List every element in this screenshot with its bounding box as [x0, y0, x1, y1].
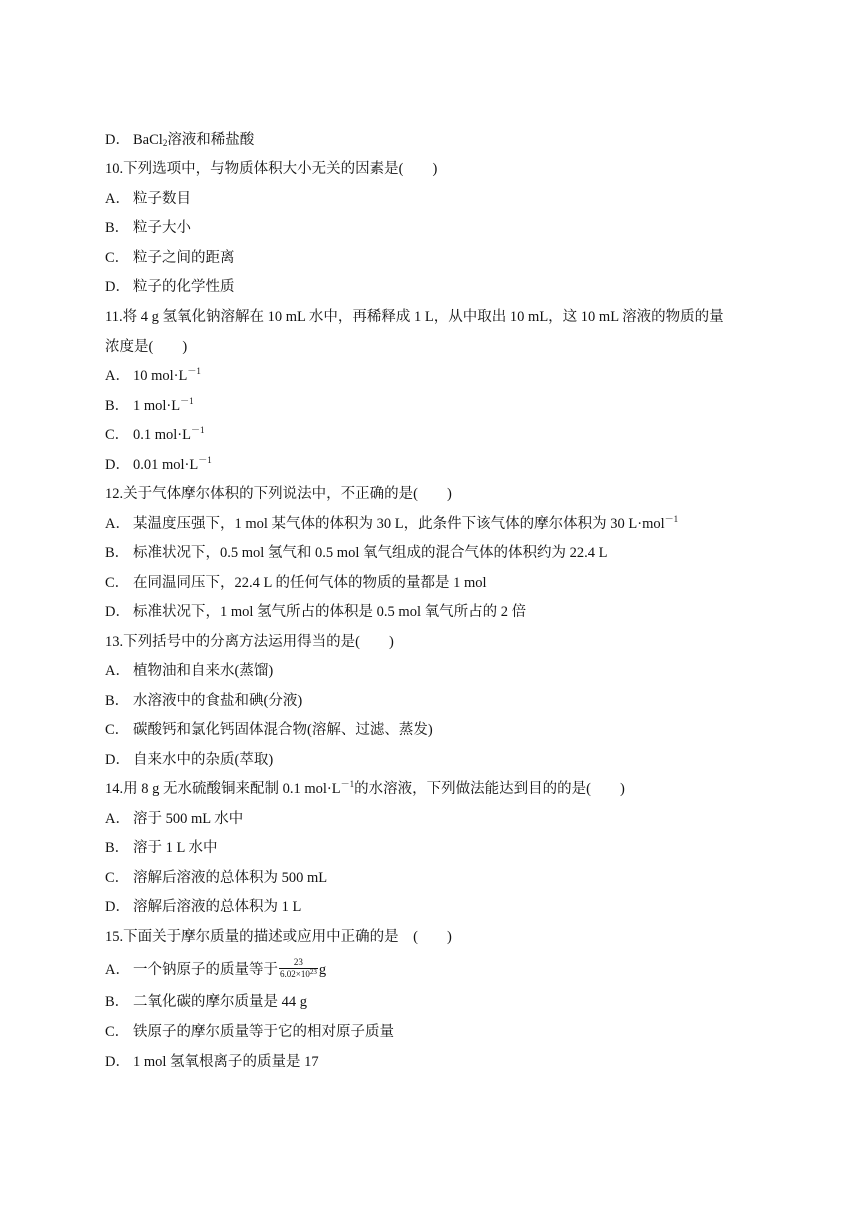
option-letter: B．	[105, 220, 130, 236]
option-letter: A．	[105, 191, 130, 207]
q10-option-a	[105, 189, 191, 209]
q11-option-c	[105, 425, 205, 445]
option-letter: C．	[105, 427, 130, 443]
option-letter: A．	[105, 961, 130, 978]
superscript: －1	[191, 425, 205, 435]
superscript: －1	[187, 366, 201, 376]
option-text-tail: 溶液和稀盐酸	[167, 132, 255, 148]
option-letter: C．	[105, 1024, 130, 1040]
q10-option-c	[105, 248, 235, 268]
option-text: 溶解后溶液的总体积为 500 mL	[133, 870, 328, 886]
q14-option-b	[105, 838, 217, 858]
option-letter: A．	[105, 811, 130, 827]
option-letter: B．	[105, 398, 130, 414]
q11-stem-line2: 浓度是( )	[105, 339, 188, 355]
q14-option-d	[105, 897, 301, 917]
q12-option-b	[105, 543, 607, 563]
option-letter: B．	[105, 840, 130, 856]
q11-option-b	[105, 396, 194, 416]
option-text: 铁原子的摩尔质量等于它的相对原子质量	[133, 1024, 394, 1040]
option-text: 0.1 mol·L	[133, 427, 191, 443]
q14-option-a	[105, 809, 243, 829]
denominator-exponent: 23	[309, 968, 317, 976]
q11-stem-line1: 11.将 4 g 氢氧化钠溶解在 10 mL 水中，再稀释成 1 L，从中取出 10 mL，这 10 mL 溶液的物质的量	[105, 309, 724, 325]
q11-option-a	[105, 366, 201, 386]
option-letter: C．	[105, 250, 130, 266]
superscript: －1	[664, 514, 679, 524]
q10-option-d	[105, 277, 235, 297]
fraction-denominator	[279, 969, 318, 980]
superscript: －1	[198, 455, 212, 465]
option-text: 水溶液中的食盐和碘(分液)	[133, 693, 303, 709]
option-letter: B．	[105, 693, 130, 709]
q14-option-c	[105, 868, 327, 888]
stem-text-tail: 的水溶液，下列做法能达到目的的是( )	[354, 781, 625, 797]
option-text: 0.01 mol·L	[133, 457, 199, 473]
q15-option-b	[105, 992, 307, 1012]
option-text: 溶于 1 L 水中	[133, 840, 218, 856]
fraction-numerator: 23	[279, 957, 318, 969]
q9-option-d	[105, 130, 254, 150]
option-text: 粒子大小	[133, 220, 191, 236]
superscript: －1	[180, 396, 194, 406]
option-text: 在同温同压下，22.4 L 的任何气体的物质的量都是 1 mol	[133, 575, 487, 591]
q15-option-d	[105, 1052, 319, 1072]
option-letter: A．	[105, 663, 130, 679]
q10-stem: 10.下列选项中，与物质体积大小无关的因素是( )	[105, 161, 438, 177]
option-letter: D．	[105, 457, 130, 473]
option-text: 溶于 500 mL 水中	[133, 811, 244, 827]
option-letter: B．	[105, 545, 130, 561]
option-text: 标准状况下，1 mol 氢气所占的体积是 0.5 mol 氧气所占的 2 倍	[133, 604, 527, 620]
superscript: －1	[340, 779, 355, 789]
option-letter: D．	[105, 899, 130, 915]
option-letter: A．	[105, 516, 130, 532]
q15-option-a	[105, 959, 326, 983]
q13-option-d	[105, 750, 273, 770]
q14-stem	[105, 779, 625, 799]
option-text: 粒子之间的距离	[133, 250, 235, 266]
option-text: 10 mol·L	[133, 368, 188, 384]
q11-option-d	[105, 455, 212, 475]
option-text: BaCl	[133, 132, 163, 148]
option-letter: A．	[105, 368, 130, 384]
q13-option-a	[105, 661, 273, 681]
option-text: 标准状况下，0.5 mol 氢气和 0.5 mol 氧气组成的混合气体的体积约为 22.4 L	[133, 545, 608, 561]
option-letter: C．	[105, 722, 130, 738]
option-text: 碳酸钙和氯化钙固体混合物(溶解、过滤、蒸发)	[133, 722, 433, 738]
option-text: 一个钠原子的质量等于	[133, 961, 278, 978]
unit-text: g	[318, 961, 327, 978]
option-text: 1 mol·L	[133, 398, 181, 414]
q12-option-a	[105, 514, 678, 534]
q13-stem: 13.下列括号中的分离方法运用得当的是( )	[105, 634, 394, 650]
q13-option-b	[105, 691, 302, 711]
option-text: 粒子的化学性质	[133, 279, 235, 295]
q12-stem: 12.关于气体摩尔体积的下列说法中，不正确的是( )	[105, 486, 452, 502]
q15-stem: 15.下面关于摩尔质量的描述或应用中正确的是 ( )	[105, 929, 452, 945]
option-letter: B．	[105, 994, 130, 1010]
option-letter: D．	[105, 279, 130, 295]
option-text: 自来水中的杂质(萃取)	[133, 752, 274, 768]
q10-option-b	[105, 218, 191, 238]
option-text: 植物油和自来水(蒸馏)	[133, 663, 274, 679]
option-text: 粒子数目	[133, 191, 191, 207]
option-text: 1 mol 氢氧根离子的质量是 17	[133, 1054, 319, 1070]
option-letter: C．	[105, 870, 130, 886]
q15-option-c	[105, 1022, 394, 1042]
stem-text: 14.用 8 g 无水硫酸铜来配制 0.1 mol·L	[105, 781, 341, 797]
subscript: 2	[162, 138, 168, 148]
option-letter: C．	[105, 575, 130, 591]
q13-option-c	[105, 720, 433, 740]
option-letter: D．	[105, 1054, 130, 1070]
q12-option-c	[105, 573, 487, 593]
option-letter: D．	[105, 132, 130, 148]
option-text: 二氧化碳的摩尔质量是 44 g	[133, 994, 307, 1010]
q12-option-d	[105, 602, 526, 622]
denominator-base: 6.02×10	[280, 969, 310, 979]
fraction	[279, 957, 318, 980]
option-letter: D．	[105, 604, 130, 620]
option-letter: D．	[105, 752, 130, 768]
option-text: 溶解后溶液的总体积为 1 L	[133, 899, 302, 915]
option-text: 某温度压强下，1 mol 某气体的体积为 30 L，此条件下该气体的摩尔体积为 30 L·mol	[133, 516, 665, 532]
